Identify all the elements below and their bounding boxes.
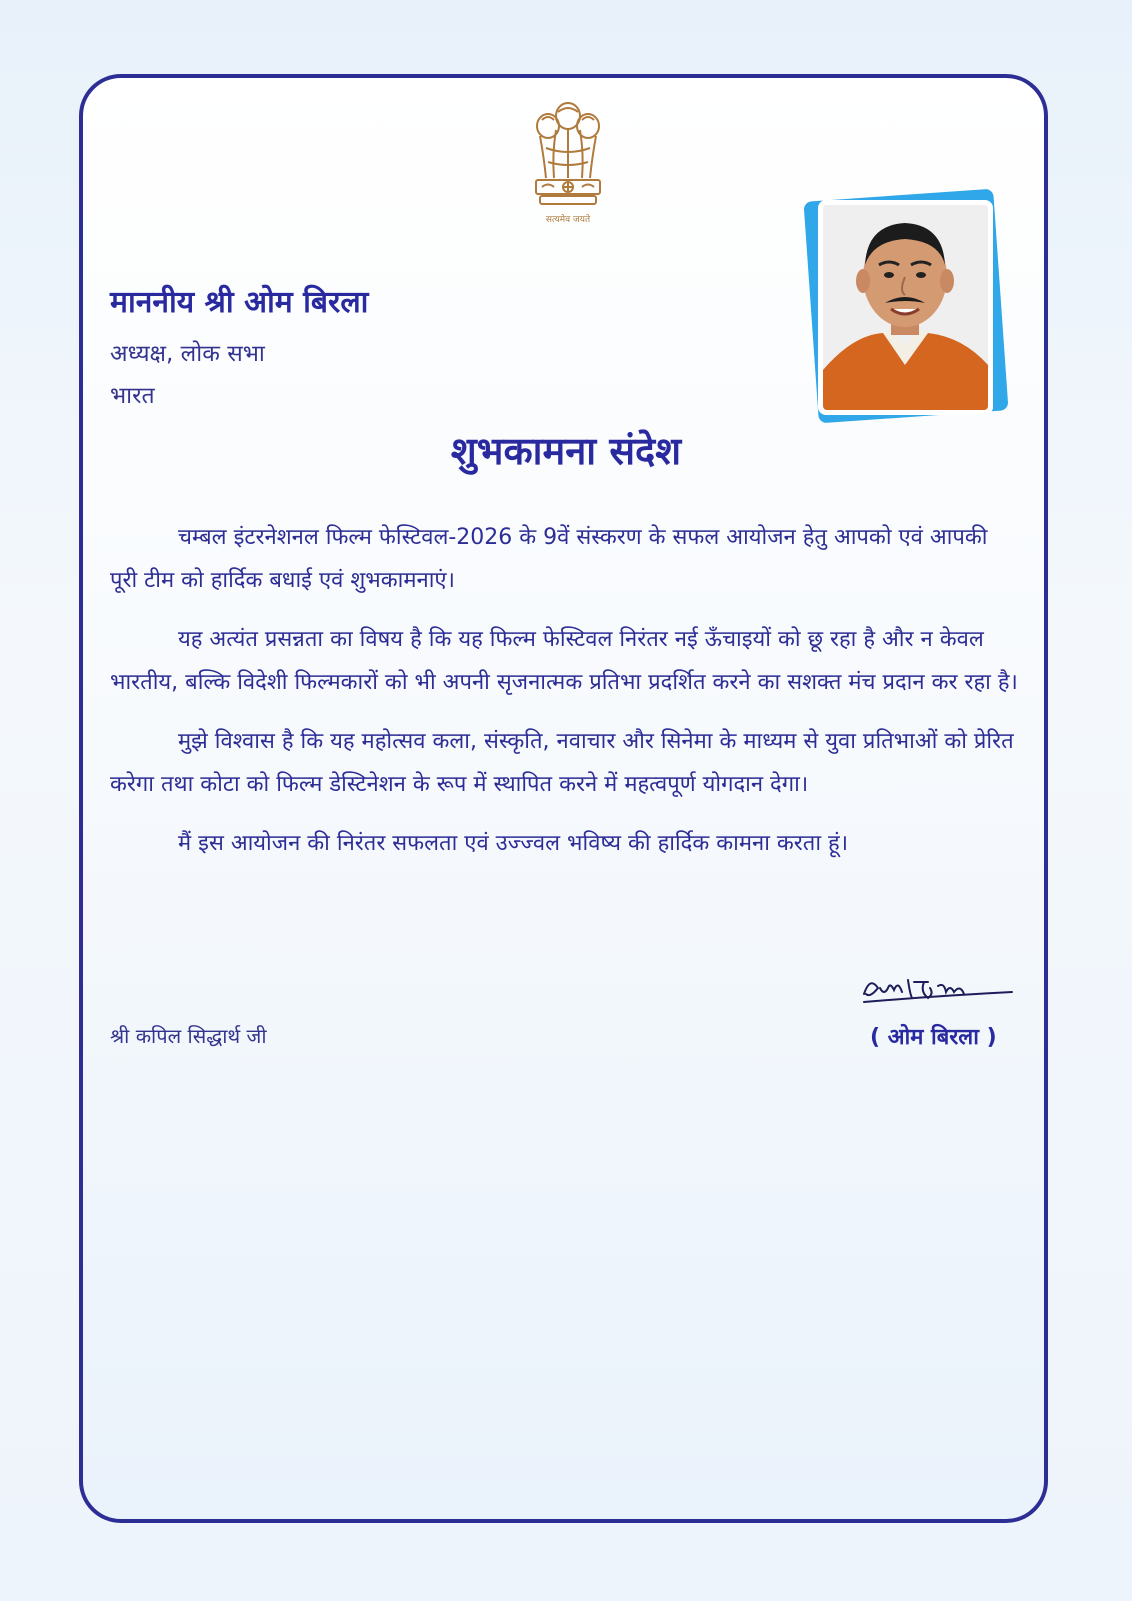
message-body [110,516,1020,881]
signer-name: ( ओम बिरला ) [870,1025,997,1050]
handwritten-signature [858,968,1018,1008]
message-paragraph: मुझे विश्वास है कि यह महोत्सव कला, संस्कृति, नवाचार और सिनेमा के माध्यम से युवा प्रतिभाओं को प्रेरित करेगा तथा कोटा को फिल्म डेस्टिनेशन के रूप में स्थापित करने में महत्वपूर्ण योगदान देगा। [110,729,1014,797]
portrait-illustration-icon [823,205,988,410]
message-paragraph: चम्बल इंटरनेशनल फिल्म फेस्टिवल-2026 के 9वें संस्करण के सफल आयोजन हेतु आपको एवं आपकी पूरी टीम को हार्दिक बधाई एवं शुभकामनाएं। [110,525,988,593]
portrait-photo [823,205,988,410]
message-heading: शुभकामना संदेश [450,429,682,473]
sender-country: भारत [110,383,155,409]
ashoka-emblem-icon [528,98,608,230]
message-paragraph: यह अत्यंत प्रसन्नता का विषय है कि यह फिल्म फेस्टिवल निरंतर नई ऊँचाइयों को छू रहा है और न केवल भारतीय, बल्कि विदेशी फिल्मकारों को भी अपनी सृजनात्मक प्रतिभा प्रदर्शित करने का सशक्त मंच प्रदान कर रहा है। [110,627,1018,695]
emblem-motto: सत्यमेव जयते [545,215,591,225]
sender-name: माननीय श्री ओम बिरला [110,285,369,320]
sender-designation: अध्यक्ष, लोक सभा [110,341,265,367]
addressee: श्री कपिल सिद्धार्थ जी [110,1024,267,1048]
photo-frame [818,200,993,415]
message-paragraph: मैं इस आयोजन की निरंतर सफलता एवं उज्ज्वल भविष्य की हार्दिक कामना करता हूं। [178,831,849,856]
